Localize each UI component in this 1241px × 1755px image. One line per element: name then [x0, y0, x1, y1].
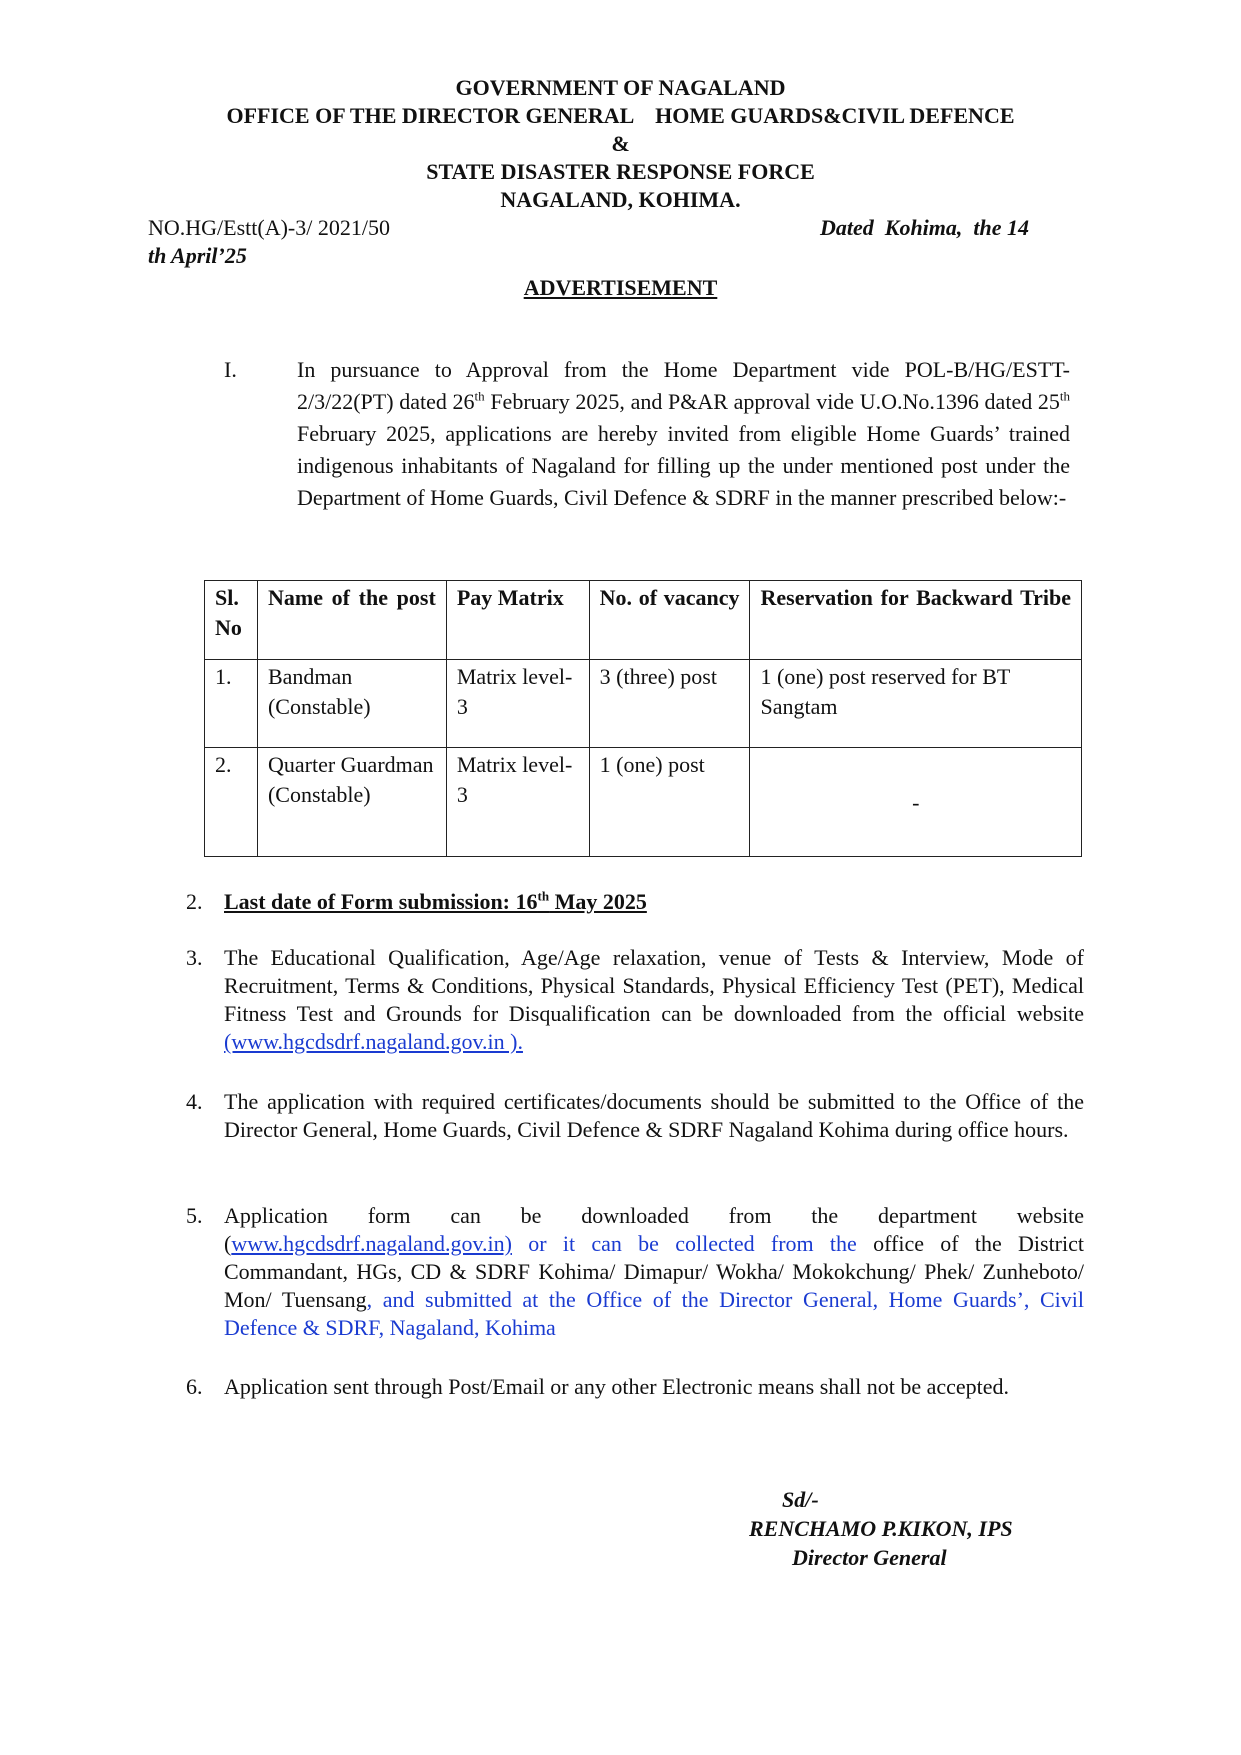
- header-location: NAGALAND, KOHIMA.: [500, 187, 741, 212]
- cell-reservation: 1 (one) post reserved for BT Sangtam: [750, 660, 1082, 748]
- reference-date: Dated Kohima, the 14: [820, 215, 1030, 240]
- table-row: [205, 748, 1082, 857]
- reference-number: NO.HG/Estt(A)-3/ 2021/50: [148, 215, 390, 240]
- signatory-designation: Director General: [792, 1545, 947, 1570]
- cell-pay-matrix: Matrix level-3: [446, 748, 589, 857]
- header-government: GOVERNMENT OF NAGALAND: [455, 75, 786, 100]
- item-6-text: Application sent through Post/Email or any other Electronic means shall not be accepted.: [224, 1374, 1010, 1399]
- item-5-number: 5.: [186, 1203, 203, 1228]
- item-3-number: 3.: [186, 945, 203, 970]
- item-3-text: The Educational Qualification, Age/Age relaxation, venue of Tests & Interview, Mode of Recruitment, Terms & Conditions, Physical Standards, Physical Efficiency Test (PET), Medical Fitness Test and Grounds for Disqualification can be downloaded from the official website (www.hgcdsdrf.nagaland.gov.in ).: [224, 945, 1084, 1054]
- website-link[interactable]: (www.hgcdsdrf.nagaland.gov.in ).: [224, 1029, 523, 1054]
- item-2-number: 2.: [186, 889, 203, 914]
- header-ampersand: &: [611, 131, 630, 156]
- cell-vacancy: 1 (one) post: [589, 748, 750, 857]
- table-row: [205, 660, 1082, 748]
- intro-paragraph: In pursuance to Approval from the Home Department vide POL-B/HG/ESTT-2/3/22(PT) dated 26th February 2025, and P&AR approval vide U.O.No.1396 dated 25th February 2025, applications are hereby invited from eligible Home Guards’ trained indigenous inhabitants of Nagaland for filling up the under mentioned post under the Department of Home Guards, Civil Defence & SDRF in the manner prescribed below:-: [297, 357, 1070, 510]
- cell-post-name: Quarter Guardman (Constable): [257, 748, 446, 857]
- cell-reservation: -: [750, 748, 1082, 857]
- header-office: OFFICE OF THE DIRECTOR GENERAL HOME GUARDS&CIVIL DEFENCE: [226, 103, 1015, 128]
- vacancy-table: [204, 580, 1082, 857]
- cell-sl: 2.: [205, 748, 258, 857]
- header-reservation: Reservation for Backward Tribe: [750, 581, 1082, 660]
- item-5-text: Application form can be downloaded from the department website (www.hgcdsdrf.nagaland.gov.in) or it can be collected from the office of the District Commandant, HGs, CD & SDRF Kohima/ Dimapur/ Wokha/ Mokokchung/ Phek/ Zunheboto/ Mon/ Tuensang, and submitted at the Office of the Director General, Home Guards’, Civil Defence & SDRF, Nagaland, Kohima: [224, 1203, 1084, 1340]
- cell-pay-matrix: Matrix level-3: [446, 660, 589, 748]
- header-post-name: Name of the post: [257, 581, 446, 660]
- cell-sl: 1.: [205, 660, 258, 748]
- signature-sd: Sd/-: [782, 1487, 819, 1512]
- header-pay-matrix: Pay Matrix: [446, 581, 589, 660]
- signatory-name: RENCHAMO P.KIKON, IPS: [749, 1516, 1013, 1541]
- intro-numeral: I.: [224, 357, 237, 382]
- item-6-number: 6.: [186, 1374, 203, 1399]
- last-date-notice: Last date of Form submission: 16th May 2025: [224, 888, 647, 914]
- header-vacancy: No. of vacancy: [589, 581, 750, 660]
- table-header-row: [205, 581, 1082, 660]
- item-4-text: The application with required certificates/documents should be submitted to the Office of the Director General, Home Guards, Civil Defence & SDRF Nagaland Kohima during office hours.: [224, 1089, 1084, 1142]
- header-sl: Sl. No: [205, 581, 258, 660]
- cell-post-name: Bandman (Constable): [257, 660, 446, 748]
- cell-vacancy: 3 (three) post: [589, 660, 750, 748]
- website-link-2[interactable]: www.hgcdsdrf.nagaland.gov.in): [231, 1231, 512, 1256]
- header-sdrf: STATE DISASTER RESPONSE FORCE: [426, 159, 815, 184]
- item-4-number: 4.: [186, 1089, 203, 1114]
- reference-date-cont: th April’25: [148, 243, 247, 268]
- page-title: ADVERTISEMENT: [523, 275, 718, 300]
